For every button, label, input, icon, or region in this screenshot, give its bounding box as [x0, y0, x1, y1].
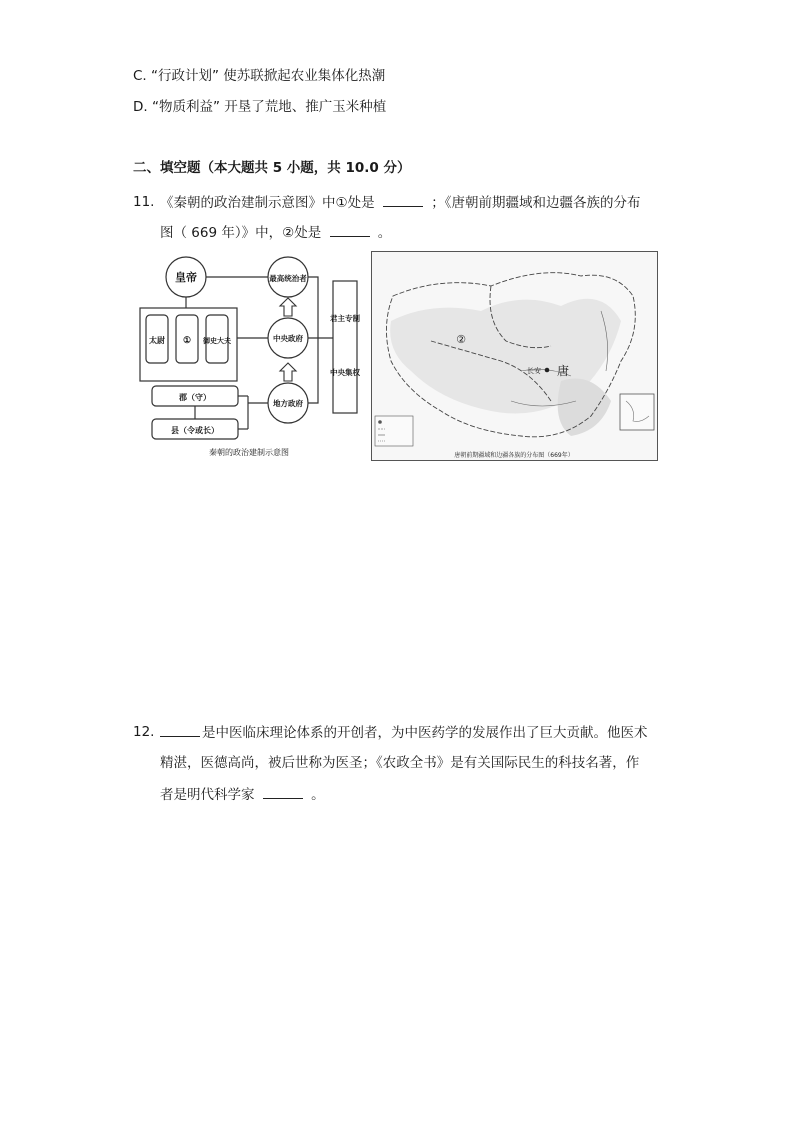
question-12-text-c: 者是明代科学家 — [160, 787, 255, 803]
commandery-label: 郡（守） — [179, 392, 211, 402]
question-11-text-c: 图（ 669 年）》中，②处是 — [160, 225, 322, 241]
local-label: 地方政府 — [273, 399, 303, 408]
option-d: D. “物质利益” 开垦了荒地、推广玉米种植 — [133, 99, 387, 115]
emperor-label: 皇帝 — [175, 271, 197, 284]
changan-icon — [545, 368, 550, 373]
question-11-number: 11. — [133, 194, 155, 210]
inset-map — [620, 394, 654, 430]
side-label-1: 君主专制 — [330, 314, 360, 323]
question-12-line-3 — [160, 784, 325, 805]
tang-label: 唐 — [556, 364, 570, 378]
marker2-label: ② — [456, 333, 466, 346]
section-title: 二、填空题（本大题共 5 小题，共 10.0 分） — [133, 160, 411, 176]
qin-structure-diagram — [138, 253, 360, 461]
yushi-label: 御史大夫 — [203, 336, 231, 345]
question-12-line-2: 精湛，医德高尚，被后世称为医圣；《农政全书》是有关国际民生的科技名著，作 — [160, 755, 640, 771]
question-11-text-d: 。 — [377, 225, 392, 241]
question-11-text-b: ；《唐朝前期疆域和边疆各族的分布 — [431, 195, 641, 211]
changan-label: 长安 — [527, 367, 541, 375]
side-box — [333, 281, 357, 413]
qin-caption: 秦朝的政治建制示意图 — [209, 448, 289, 457]
supreme-label: 最高统治者 — [269, 274, 307, 283]
taiwei-label: 太尉 — [149, 335, 165, 345]
map-legend — [375, 416, 413, 446]
tang-territory-map — [371, 251, 658, 461]
question-12-line-1 — [160, 722, 648, 743]
question-11-line-1 — [160, 192, 640, 213]
question-11-line-2 — [160, 222, 391, 243]
answer-blank-1[interactable] — [383, 192, 423, 207]
marker1-label: ① — [182, 336, 192, 346]
answer-blank-3[interactable] — [160, 722, 200, 737]
option-c: C. “行政计划” 使苏联掀起农业集体化热潮 — [133, 68, 386, 84]
answer-blank-2[interactable] — [330, 222, 370, 237]
question-12-number: 12. — [133, 724, 155, 740]
question-12-text-d: 。 — [311, 787, 325, 803]
question-11-text-a: 《秦朝的政治建制示意图》中①处是 — [160, 195, 375, 211]
county-label: 县（令或长） — [171, 425, 219, 435]
central-label: 中央政府 — [273, 334, 303, 343]
tang-caption: 唐朝前期疆域和边疆各族的分布图（669年） — [454, 452, 574, 459]
question-12-text-a: 是中医临床理论体系的开创者，为中医药学的发展作出了巨大贡献。他医术 — [202, 725, 648, 741]
side-label-2: 中央集权 — [330, 368, 360, 377]
answer-blank-4[interactable] — [263, 784, 303, 799]
